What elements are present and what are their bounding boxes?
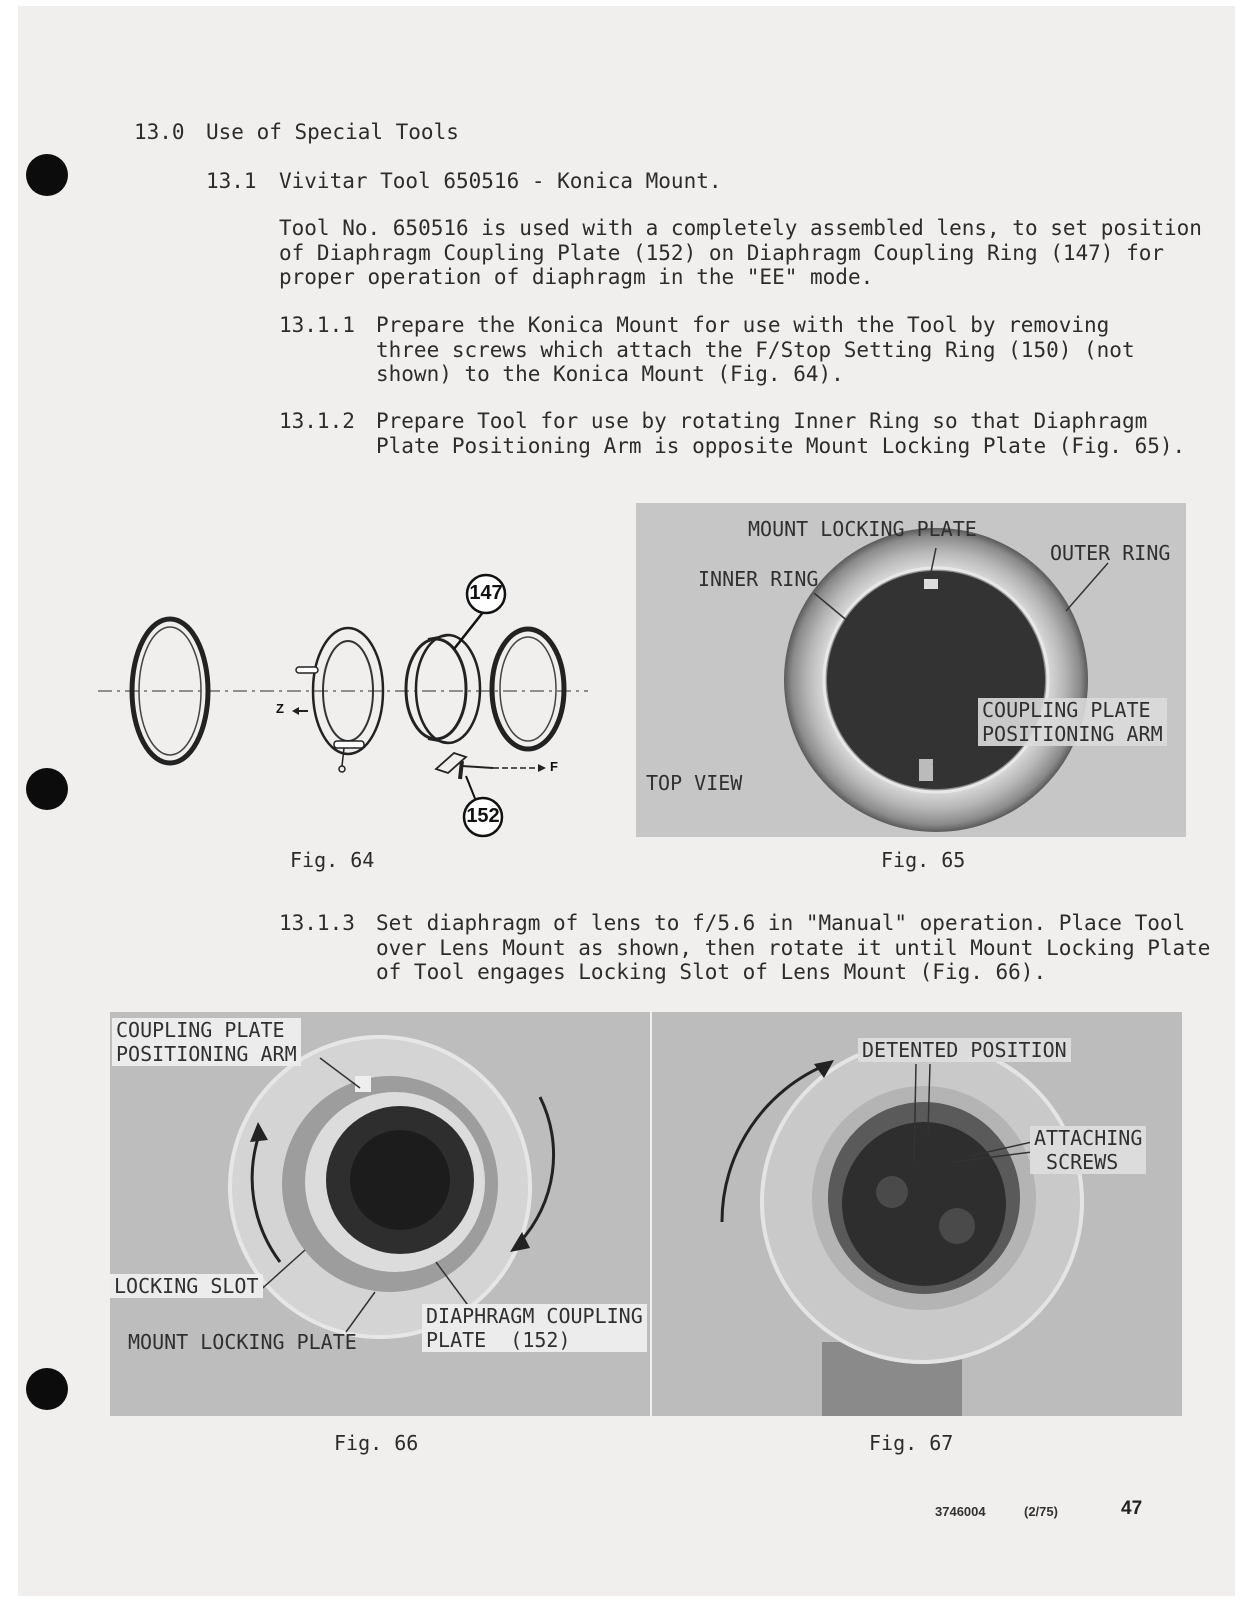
- figure-65-photo: [636, 503, 1186, 837]
- tool-on-lens-illustration: [110, 1012, 650, 1416]
- label-locking-slot: LOCKING SLOT: [110, 1274, 263, 1298]
- figure-65-caption: Fig. 65: [881, 848, 966, 872]
- document-code: 3746004: [935, 1504, 986, 1519]
- callout-152: 152: [466, 805, 500, 827]
- document-date: (2/75): [1024, 1504, 1058, 1519]
- figure-64-caption: Fig. 64: [290, 848, 375, 872]
- step-text: Set diaphragm of lens to f/5.6 in "Manual" operation. Place Tool over Lens Mount as shown, then rotate it until Mount Locking Plate of Tool engages Locking Slot of Lens Mount (Fig. 66).: [376, 911, 1211, 984]
- figure-66-caption: Fig. 66: [334, 1431, 419, 1455]
- exploded-ring-diagram: [98, 561, 598, 851]
- manual-page: [18, 6, 1235, 1596]
- step-number: 13.1.3: [279, 911, 355, 935]
- punch-hole-top: [26, 154, 68, 196]
- intro-paragraph: Tool No. 650516 is used with a completely assembled lens, to set position of Diaphragm Coupling Plate (152) on Diaphragm Coupling Ring (147) for proper operation of diaphragm in the "EE" mode.: [279, 216, 1202, 289]
- label-top-view: TOP VIEW: [646, 771, 743, 795]
- punch-hole-bottom: [26, 1368, 68, 1410]
- label-detented-position: DETENTED POSITION: [858, 1038, 1071, 1062]
- figure-67-photo: [652, 1012, 1182, 1416]
- label-coupling-plate-arm: COUPLING PLATE POSITIONING ARM: [978, 698, 1167, 746]
- figure-66-photo: [110, 1012, 650, 1416]
- label-inner-ring: INNER RING: [698, 567, 819, 591]
- step-text: Prepare the Konica Mount for use with the Tool by removing three screws which attach the F/Stop Setting Ring (150) (not shown) to the Konica Mount (Fig. 64).: [376, 313, 1135, 386]
- section-title: Use of Special Tools: [206, 120, 459, 144]
- axis-z-label: Z: [276, 701, 284, 716]
- step-number: 13.1.2: [279, 409, 355, 433]
- step-number: 13.1.1: [279, 313, 355, 337]
- label-attaching-screws: ATTACHING SCREWS: [1030, 1126, 1146, 1174]
- punch-hole-middle: [26, 768, 68, 810]
- subsection-title: Vivitar Tool 650516 - Konica Mount.: [279, 169, 722, 193]
- label-diaphragm-coupling-plate: DIAPHRAGM COUPLING PLATE (152): [422, 1304, 647, 1352]
- label-coupling-plate-arm: COUPLING PLATE POSITIONING ARM: [112, 1018, 301, 1066]
- axis-f-label: F: [550, 759, 558, 774]
- subsection-number: 13.1: [206, 169, 257, 193]
- tool-detented-illustration: [652, 1012, 1182, 1416]
- label-outer-ring: OUTER RING: [1050, 541, 1171, 565]
- page-number: 47: [1121, 1498, 1143, 1519]
- label-mount-locking-plate: MOUNT LOCKING PLATE: [748, 517, 977, 541]
- figure-67-caption: Fig. 67: [869, 1431, 954, 1455]
- callout-147: 147: [469, 582, 503, 604]
- step-text: Prepare Tool for use by rotating Inner Ring so that Diaphragm Plate Positioning Arm is opposite Mount Locking Plate (Fig. 65).: [376, 409, 1186, 458]
- label-mount-locking-plate: MOUNT LOCKING PLATE: [128, 1330, 357, 1354]
- figure-64-drawing: [98, 561, 598, 851]
- section-number: 13.0: [134, 120, 185, 144]
